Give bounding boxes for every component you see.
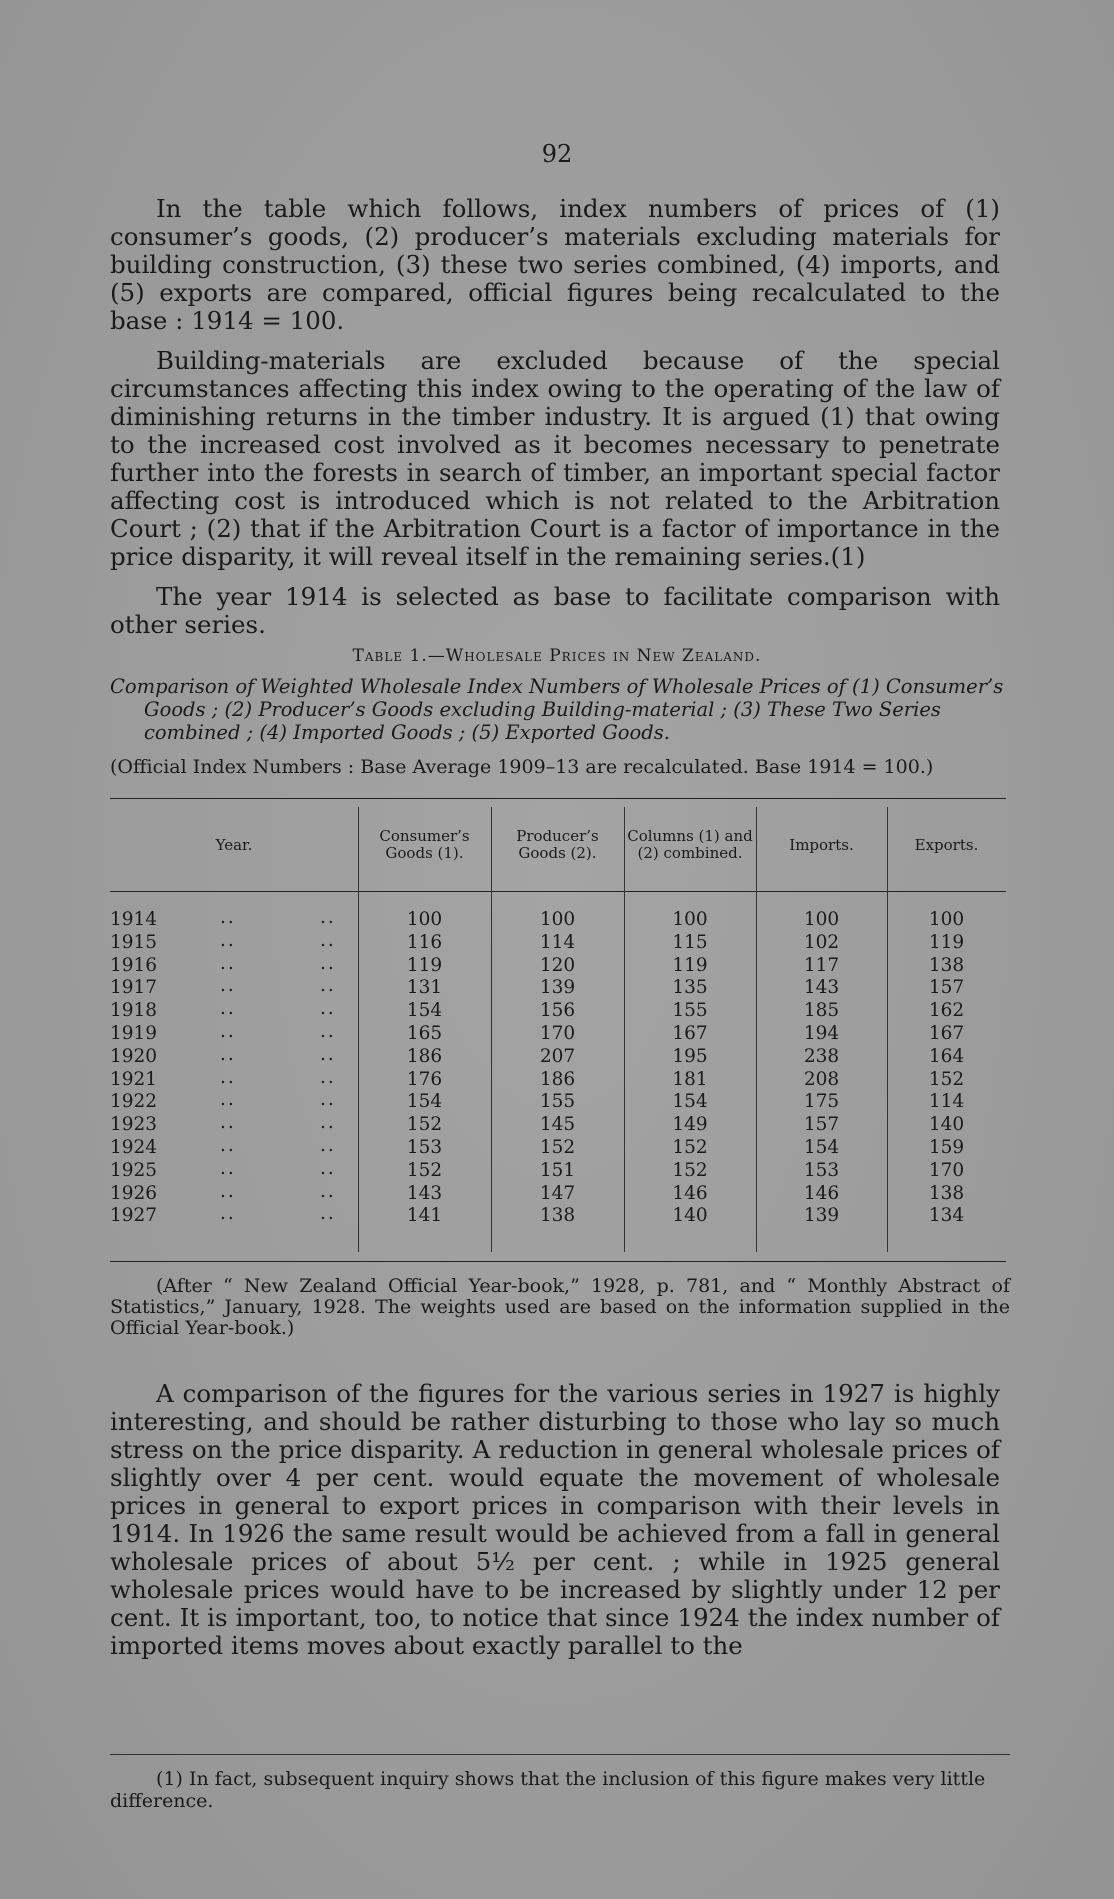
- header-imports: Imports.: [789, 835, 854, 854]
- value-cell: 139: [539, 977, 576, 999]
- table-row: [110, 929, 1006, 955]
- value-cell: 155: [672, 1000, 708, 1022]
- value-cell: 146: [803, 1182, 840, 1204]
- value-cell: 100: [928, 909, 965, 930]
- table-row: [110, 909, 1006, 932]
- value-cell: 119: [928, 931, 965, 953]
- header-consumers-goods: Consumer’s Goods (1).: [379, 827, 470, 862]
- table-header: [110, 799, 1006, 892]
- source-note-text: (After “ New Zealand Official Year-book,” 1928, p. 781, and “ Monthly Abstract of Statistics,” January, 1928. The weights used are based on the information supplied in the Official Year-book.): [110, 1275, 1010, 1339]
- leader-dots: ..: [320, 1066, 336, 1088]
- leader-dots: ..: [220, 1021, 236, 1042]
- year-value: 1921: [110, 1068, 158, 1090]
- price-index-table: [110, 798, 1006, 1262]
- value-cell: 152: [539, 1137, 576, 1158]
- year-value: 1920: [110, 1045, 158, 1067]
- value-cell: 167: [928, 1023, 965, 1044]
- value-cell: 100: [672, 909, 708, 930]
- table-row: [110, 1137, 1006, 1160]
- value-cell: 154: [406, 1000, 443, 1022]
- leader-dots: ..: [320, 1203, 336, 1225]
- leader-dots: ..: [220, 975, 236, 997]
- value-cell: 120: [539, 954, 576, 976]
- value-cell: 134: [928, 1205, 965, 1227]
- table-subtitle: [110, 675, 1010, 744]
- value-cell: 152: [928, 1068, 965, 1090]
- value-cell: 100: [406, 909, 443, 930]
- table-subtitle-line: Comparison of Weighted Wholesale Index Numbers of Wholesale Prices of (1) Consumer’s: [110, 675, 1004, 698]
- leader-dots: ..: [220, 1043, 236, 1065]
- value-cell: 181: [672, 1068, 708, 1090]
- value-cell: 140: [672, 1205, 708, 1227]
- value-cell: 186: [406, 1045, 443, 1067]
- year-value: 1927: [110, 1205, 158, 1227]
- value-cell: 170: [928, 1159, 965, 1181]
- value-cell: 138: [928, 1182, 965, 1204]
- table-row: [110, 1157, 1006, 1183]
- table-title: Table 1.—Wholesale Prices in New Zealand.: [352, 646, 762, 666]
- leader-dots: ..: [220, 1066, 236, 1088]
- leader-dots: ..: [320, 952, 336, 974]
- year-value: 1924: [110, 1137, 158, 1158]
- leader-dots: ..: [220, 1157, 236, 1179]
- leader-dots: ..: [220, 1112, 236, 1134]
- year-value: 1915: [110, 931, 158, 953]
- value-cell: 162: [928, 1000, 965, 1022]
- value-cell: 154: [672, 1091, 708, 1113]
- footnote-text: (1) In fact, subsequent inquiry shows that the inclusion of this figure makes very little difference.: [110, 1768, 986, 1812]
- year-value: 1914: [110, 909, 158, 930]
- header-exports: Exports.: [914, 835, 979, 854]
- table-row: [110, 1066, 1006, 1092]
- leader-dots: ..: [220, 907, 236, 928]
- table-row: [110, 1043, 1006, 1069]
- leader-dots: ..: [220, 1180, 236, 1202]
- leader-dots: ..: [220, 1135, 236, 1156]
- value-cell: 159: [928, 1137, 965, 1158]
- value-cell: 114: [928, 1091, 965, 1113]
- value-cell: 207: [539, 1045, 576, 1067]
- value-cell: 186: [539, 1068, 576, 1090]
- year-value: 1923: [110, 1114, 158, 1136]
- year-value: 1922: [110, 1091, 158, 1113]
- value-cell: 152: [406, 1114, 443, 1136]
- table-subtitle-line: combined ; (4) Imported Goods ; (5) Exported Goods.: [144, 721, 670, 744]
- value-cell: 138: [539, 1205, 576, 1227]
- value-cell: 138: [928, 954, 965, 976]
- value-cell: 140: [928, 1114, 965, 1136]
- paragraph: Building-materials are excluded because of the special circumstances affecting this index owing to the operating of the law of diminishing returns in the timber industry. It is argued (1) that owing to the increased cost involved as it becomes necessary to penetrate further into the forests in search of timber, an important special factor affecting cost is introduced which is not related to the Arbitration Court ; (2) that if the Arbitration Court is a factor of importance in the price disparity, it will reveal itself in the remaining series.(1): [110, 346, 1000, 571]
- intro-text: [110, 195, 1000, 651]
- leader-dots: ..: [320, 1180, 336, 1202]
- value-cell: 149: [672, 1114, 708, 1136]
- leader-dots: ..: [320, 929, 336, 951]
- value-cell: 175: [803, 1091, 840, 1113]
- value-cell: 238: [803, 1045, 840, 1067]
- year-value: 1918: [110, 1000, 158, 1022]
- value-cell: 167: [672, 1023, 708, 1044]
- value-cell: 100: [803, 909, 840, 930]
- leader-dots: ..: [220, 952, 236, 974]
- table-row: [110, 1091, 1006, 1114]
- value-cell: 131: [406, 977, 443, 999]
- value-cell: 141: [406, 1205, 443, 1227]
- value-cell: 156: [539, 1000, 576, 1022]
- year-value: 1916: [110, 954, 158, 976]
- value-cell: 153: [406, 1137, 443, 1158]
- value-cell: 165: [406, 1023, 443, 1044]
- table-row: [110, 1023, 1006, 1046]
- leader-dots: ..: [320, 1112, 336, 1134]
- source-note: [110, 1276, 1010, 1339]
- paragraph: The year 1914 is selected as base to facilitate comparison with other series.: [110, 582, 1000, 639]
- value-cell: 195: [672, 1045, 708, 1067]
- table-row: [110, 1114, 1006, 1137]
- value-cell: 116: [406, 931, 443, 953]
- header-combined: Columns (1) and (2) combined.: [627, 827, 753, 862]
- footnote-divider: [110, 1754, 1010, 1755]
- value-cell: 143: [406, 1182, 443, 1204]
- value-cell: 146: [672, 1182, 708, 1204]
- value-cell: 135: [672, 977, 708, 999]
- value-cell: 154: [406, 1091, 443, 1113]
- year-value: 1926: [110, 1182, 158, 1204]
- value-cell: 145: [539, 1114, 576, 1136]
- leader-dots: ..: [220, 998, 236, 1020]
- header-producers-goods: Producer’s Goods (2).: [516, 827, 599, 862]
- value-cell: 176: [406, 1068, 443, 1090]
- value-cell: 147: [539, 1182, 576, 1204]
- table-row: [110, 977, 1006, 1000]
- leader-dots: ..: [220, 1089, 236, 1111]
- footnote: [110, 1768, 1010, 1812]
- leader-dots: ..: [320, 1089, 336, 1111]
- value-cell: 100: [539, 909, 576, 930]
- value-cell: 164: [928, 1045, 965, 1067]
- leader-dots: ..: [320, 1135, 336, 1156]
- value-cell: 154: [803, 1137, 840, 1158]
- leader-dots: ..: [320, 1043, 336, 1065]
- value-cell: 153: [803, 1159, 840, 1181]
- discussion-text: [110, 1380, 1000, 1672]
- value-cell: 143: [803, 977, 840, 999]
- value-cell: 157: [928, 977, 965, 999]
- leader-dots: ..: [320, 1157, 336, 1179]
- page-number: 92: [541, 140, 573, 168]
- table-row: [110, 1000, 1006, 1023]
- value-cell: 139: [803, 1205, 840, 1227]
- value-cell: 114: [539, 931, 576, 953]
- value-cell: 208: [803, 1068, 840, 1090]
- year-value: 1925: [110, 1159, 158, 1181]
- value-cell: 170: [539, 1023, 576, 1044]
- leader-dots: ..: [220, 1203, 236, 1225]
- value-cell: 157: [803, 1114, 840, 1136]
- official-index-note: (Official Index Numbers : Base Average 1909–13 are recalculated. Base 1914 = 100.): [110, 756, 934, 778]
- value-cell: 185: [803, 1000, 840, 1022]
- value-cell: 155: [539, 1091, 576, 1113]
- leader-dots: ..: [220, 929, 236, 951]
- value-cell: 152: [406, 1159, 443, 1181]
- year-value: 1917: [110, 977, 158, 999]
- value-cell: 102: [803, 931, 840, 953]
- leader-dots: ..: [320, 907, 336, 928]
- table-row: [110, 1205, 1006, 1228]
- leader-dots: ..: [320, 975, 336, 997]
- value-cell: 151: [539, 1159, 576, 1181]
- paragraph: A comparison of the figures for the various series in 1927 is highly interesting, and should be rather disturbing to those who lay so much stress on the price disparity. A reduction in general wholesale prices of slightly over 4 per cent. would equate the movement of wholesale prices in general to export prices in comparison with their levels in 1914. In 1926 the same result would be achieved from a fall in general wholesale prices of about 5½ per cent. ; while in 1925 general wholesale prices would have to be increased by slightly under 12 per cent. It is important, too, to notice that since 1924 the index number of imported items moves about exactly parallel to the: [110, 1379, 1000, 1660]
- year-value: 1919: [110, 1023, 158, 1044]
- value-cell: 119: [406, 954, 443, 976]
- table-row: [110, 952, 1006, 978]
- value-cell: 115: [672, 931, 708, 953]
- leader-dots: ..: [320, 1021, 336, 1042]
- value-cell: 152: [672, 1159, 708, 1181]
- header-year: Year.: [215, 835, 253, 854]
- value-cell: 152: [672, 1137, 708, 1158]
- leader-dots: ..: [320, 998, 336, 1020]
- value-cell: 117: [803, 954, 840, 976]
- value-cell: 194: [803, 1023, 840, 1044]
- table-row: [110, 1180, 1006, 1206]
- table-subtitle-line: Goods ; (2) Producer’s Goods excluding Building-material ; (3) These Two Series: [144, 698, 941, 721]
- paragraph: In the table which follows, index numbers of prices of (1) consumer’s goods, (2) producer’s materials excluding materials for building construction, (3) these two series combined, (4) imports, and (5) exports are compared, official figures being recalculated to the base : 1914 = 100.: [110, 194, 1000, 335]
- value-cell: 119: [672, 954, 708, 976]
